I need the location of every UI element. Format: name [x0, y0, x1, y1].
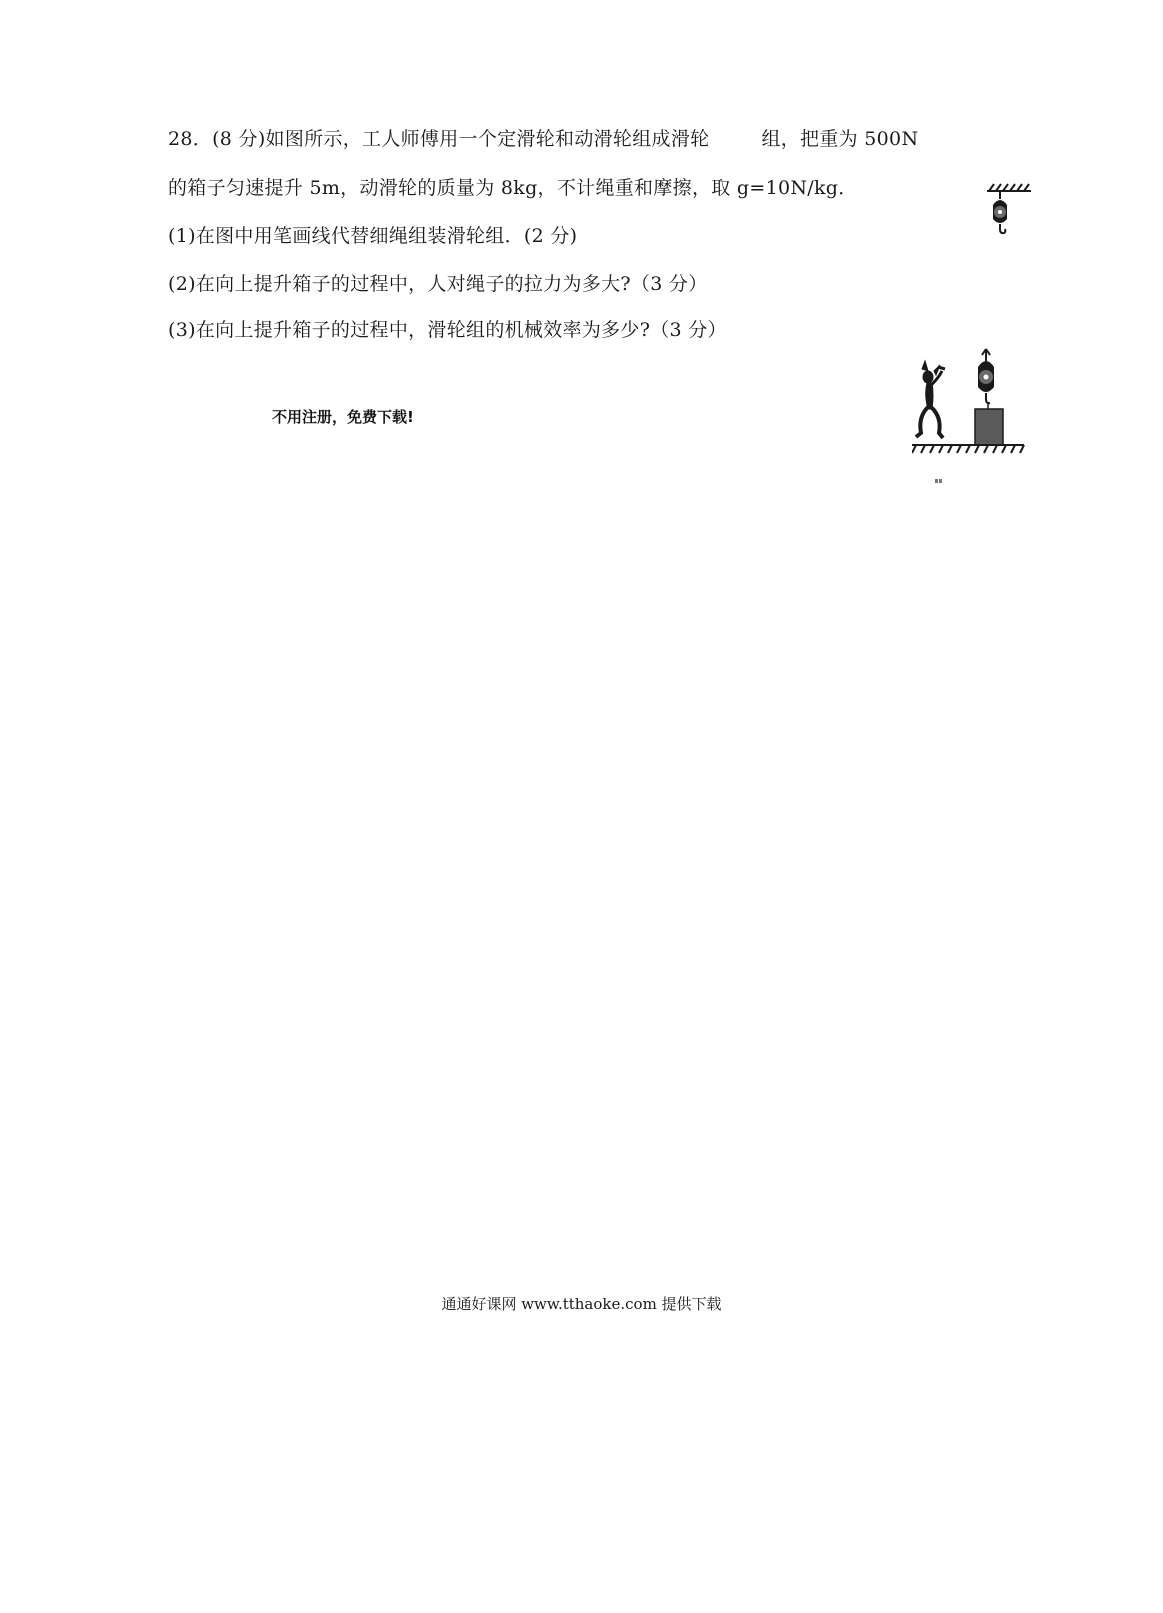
ceiling [987, 184, 1031, 191]
question-part-1: (1)在图中用笔画线代替细绳组装滑轮组．(2 分) [168, 225, 578, 247]
figure-caption-mark [935, 479, 942, 483]
fixed-pulley-figure [985, 181, 1035, 241]
ground [912, 445, 1024, 453]
watermark-text: 不用注册，免费下载! [272, 408, 414, 426]
worker-pulley-figure [912, 347, 1032, 497]
fixed-pulley [993, 191, 1007, 233]
question-intro: 28．(8 分)如图所示，工人师傅用一个定滑轮和动滑轮组成滑轮 [168, 128, 710, 150]
question-intro-cont: 组，把重为 500N [761, 128, 919, 150]
question-part-3: (3)在向上提升箱子的过程中，滑轮组的机械效率为多少?（3 分） [168, 319, 727, 341]
movable-pulley [978, 349, 994, 403]
question-line-2: 的箱子匀速提升 5m，动滑轮的质量为 8kg，不计绳重和摩擦，取 g=10N/kg． [168, 177, 858, 199]
question-part-2: (2)在向上提升箱子的过程中，人对绳子的拉力为多大?（3 分） [168, 273, 708, 295]
question-line-1 [168, 127, 918, 151]
worker [916, 361, 945, 438]
box [975, 403, 1003, 445]
footer-text: 通通好课网 www.tthaoke.com 提供下载 [441, 1295, 722, 1313]
